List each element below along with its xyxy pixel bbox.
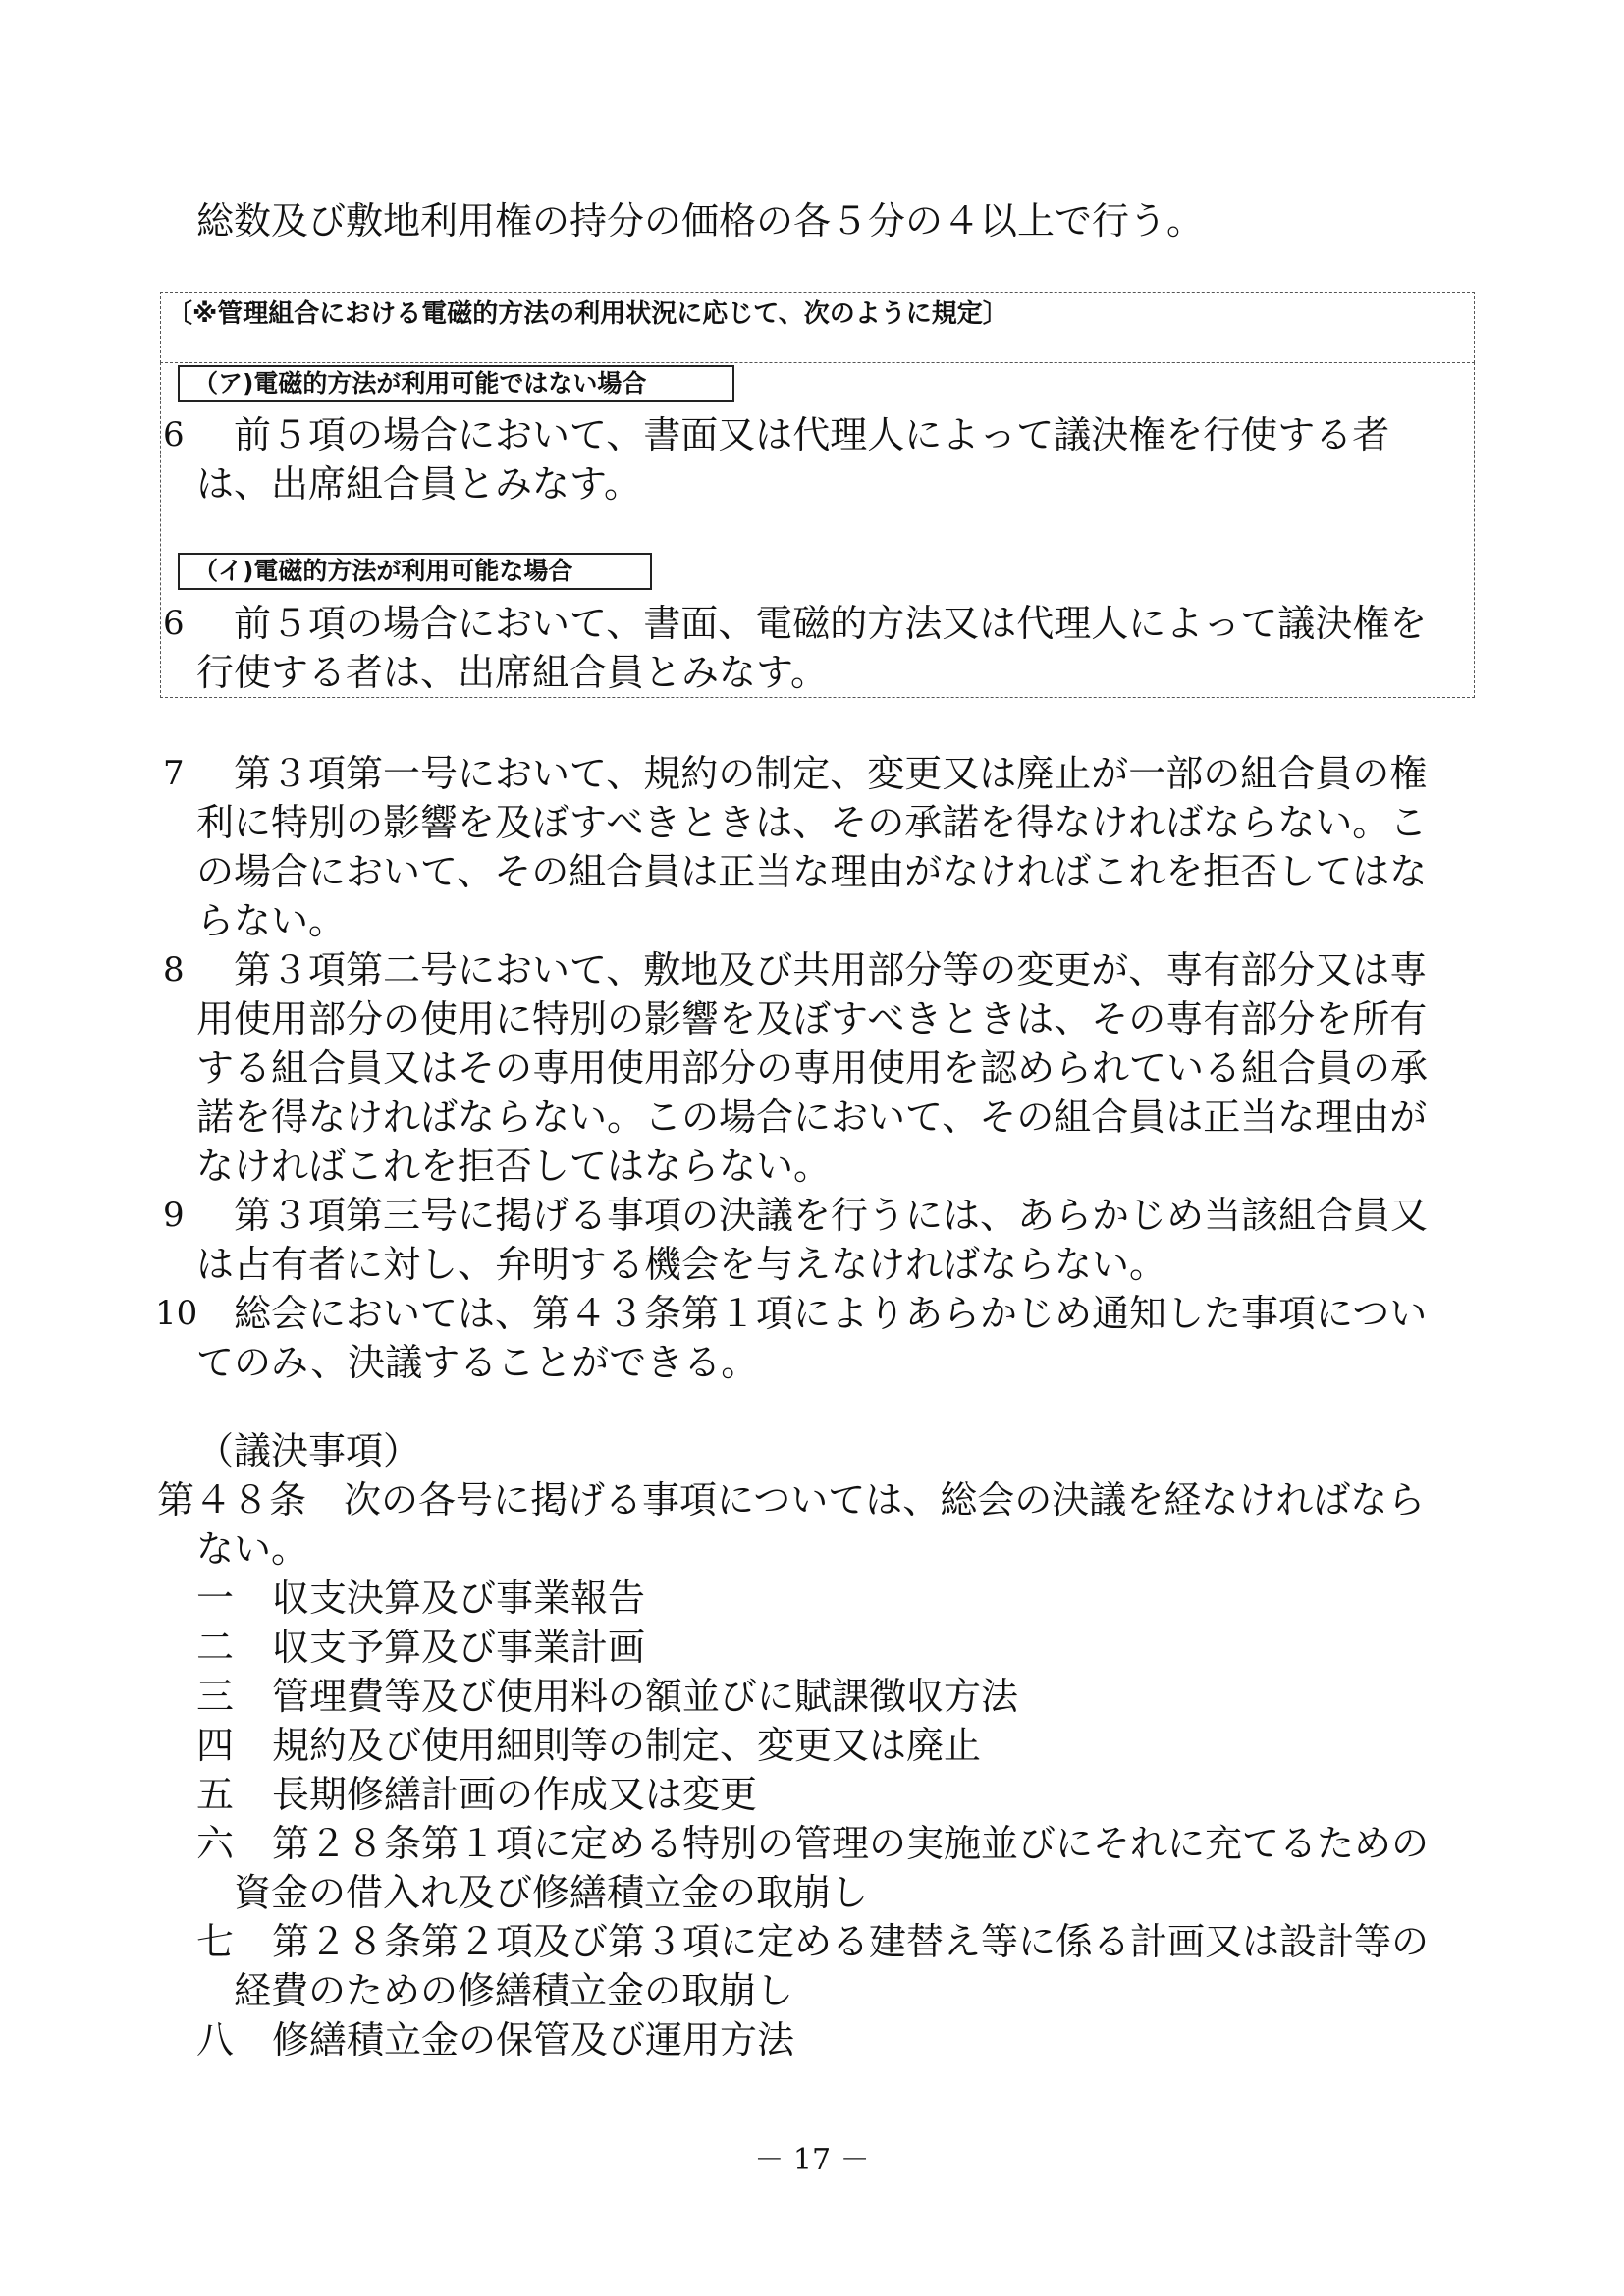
- paragraph-8-line-5: なければこれを拒否してはならない。: [196, 1145, 832, 1188]
- option-b-line-1: 前５項の場合において、書面、電磁的方法又は代理人によって議決権を: [234, 602, 1428, 645]
- paragraph-9-line-1: 第３項第三号に掲げる事項の決議を行うには、あらかじめ当該組合員又: [234, 1194, 1429, 1237]
- option-a-tag: （ア)電磁的方法が利用可能ではない場合: [178, 365, 734, 402]
- paragraph-7-line-2: 利に特別の影響を及ぼすべきときは、その承諾を得なければならない。こ: [196, 801, 1428, 844]
- article-48-line-1: 第４８条 次の各号に掲げる事項については、総会の決議を経なければなら: [157, 1478, 1426, 1522]
- paragraph-8-line-4: 諾を得なければならない。この場合において、その組合員は正当な理由が: [196, 1095, 1428, 1139]
- item-7-text: 第２８条第２項及び第３項に定める建替え等に係る計画又は設計等の: [272, 1920, 1430, 1963]
- item-4-number: 四: [196, 1724, 235, 1767]
- option-a-line-2: は、出席組合員とみなす。: [196, 462, 641, 506]
- paragraph-10-number: 10: [155, 1294, 198, 1333]
- paragraph-7-line-4: らない。: [196, 899, 347, 942]
- item-4-text: 規約及び使用細則等の制定、変更又は廃止: [272, 1724, 982, 1767]
- continuation-line: 総数及び敷地利用権の持分の価格の各５分の４以上で行う。: [196, 199, 1205, 242]
- page-number: － 17 －: [754, 2143, 870, 2177]
- option-b-number: 6: [163, 604, 185, 643]
- paragraph-8-number: 8: [163, 950, 185, 989]
- item-7-number: 七: [196, 1920, 235, 1963]
- item-3-text: 管理費等及び使用料の額並びに賦課徴収方法: [272, 1675, 1019, 1718]
- option-b-tag: （イ)電磁的方法が利用可能な場合: [178, 553, 652, 590]
- option-a-number: 6: [163, 415, 185, 454]
- item-8-text: 修繕積立金の保管及び運用方法: [272, 2018, 795, 2061]
- item-6-continuation: 資金の借入れ及び修繕積立金の取崩し: [234, 1871, 869, 1914]
- item-3-number: 三: [196, 1675, 235, 1718]
- item-6-text: 第２８条第１項に定める特別の管理の実施並びにそれに充てるための: [272, 1822, 1430, 1865]
- note-box-heading: 〔※管理組合における電磁的方法の利用状況に応じて、次のように規定〕: [167, 299, 1008, 329]
- item-2-number: 二: [196, 1626, 235, 1669]
- item-2-text: 収支予算及び事業計画: [272, 1626, 646, 1669]
- item-1-text: 収支決算及び事業報告: [272, 1576, 646, 1620]
- paragraph-8-line-1: 第３項第二号において、敷地及び共用部分等の変更が、専有部分又は専: [234, 948, 1428, 991]
- paragraph-7-line-3: の場合において、その組合員は正当な理由がなければこれを拒否してはな: [196, 850, 1428, 893]
- option-a-line-1: 前５項の場合において、書面又は代理人によって議決権を行使する者: [234, 413, 1390, 456]
- item-6-number: 六: [196, 1822, 235, 1865]
- item-5-number: 五: [196, 1773, 235, 1816]
- option-b-line-2: 行使する者は、出席組合員とみなす。: [196, 651, 828, 694]
- paragraph-10-line-2: てのみ、決議することができる。: [196, 1341, 759, 1384]
- paragraph-8-line-3: する組合員又はその専用使用部分の専用使用を認められている組合員の承: [196, 1046, 1429, 1090]
- paragraph-9-line-2: は占有者に対し、弁明する機会を与えなければならない。: [196, 1243, 1167, 1286]
- paragraph-8-line-2: 用使用部分の使用に特別の影響を及ぼすべきときは、その専有部分を所有: [196, 997, 1428, 1041]
- paragraph-10-line-1: 総会においては、第４３条第１項によりあらかじめ通知した事項につい: [234, 1292, 1428, 1335]
- paragraph-7-line-1: 第３項第一号において、規約の制定、変更又は廃止が一部の組合員の権: [234, 752, 1428, 795]
- article-caption: （議決事項）: [196, 1429, 421, 1472]
- item-7-continuation: 経費のための修繕積立金の取崩し: [234, 1969, 794, 2012]
- item-8-number: 八: [196, 2018, 235, 2061]
- item-1-number: 一: [196, 1576, 235, 1620]
- item-5-text: 長期修繕計画の作成又は変更: [272, 1773, 758, 1816]
- paragraph-7-number: 7: [163, 754, 185, 793]
- article-48-line-2: ない。: [196, 1527, 309, 1571]
- paragraph-9-number: 9: [163, 1196, 185, 1235]
